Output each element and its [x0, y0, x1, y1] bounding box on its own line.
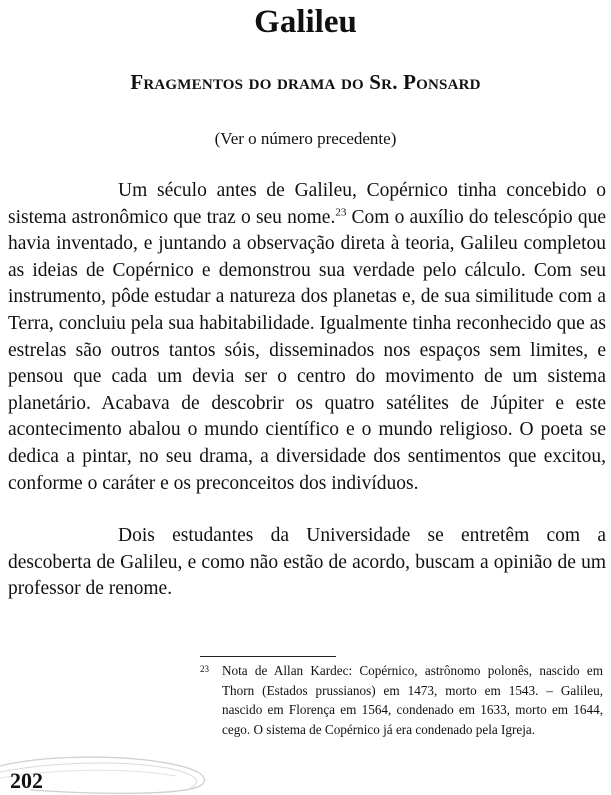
chapter-subtitle: Fragmentos do drama do Sr. Ponsard: [130, 70, 481, 94]
page-number: 202: [10, 768, 43, 793]
footnote-separator: [200, 656, 336, 657]
footnote-text: Nota de Allan Kardec: Copérnico, astrônomo polonês, nascido em Thorn (Estados prussianos) em 1473, morto em 1543. – Galileu, nascido em Florença em 1564, condenado em 1633, morto em 1644, cego. O sistema de Copérnico já era condenado pela Igreja.: [222, 663, 603, 737]
footnote-marker[interactable]: 23: [335, 206, 347, 219]
reference-note: (Ver o número precedente): [214, 129, 397, 148]
paragraph-1-part-2: Com o auxílio do telescópio que havia inventado, e juntando a observação direta à teoria, Galileu completou as ideias de Copérnico e demonstrou sua verdade pelo cálculo. Com seu instrumento, pôde estudar a natureza dos planetas e, de sua similitude com a Terra, concluiu pela sua habitabilidade. Igualmente tinha reconhecido que as estrelas são outros tantos sóis, disseminados nos espaços sem limites, e pensou que cada um devia ser o centro do movimento de um sistema planetário. Acabava de descobrir os quatro satélites de Júpiter e este acontecimento abalou o mundo científico e o mundo religioso. O poeta se dedica a pintar, no seu drama, a diversidade dos sentimentos que excitou, conforme o caráter e os preconceitos dos indivíduos.: [8, 206, 606, 494]
main-text: [8, 178, 606, 603]
footnote-number: 23: [200, 664, 209, 674]
footnote: [200, 661, 606, 739]
paragraph-2: Dois estudantes da Universidade se entretêm com a descoberta de Galileu, e como não estão de acordo, buscam a opinião de um professor de renome.: [8, 525, 606, 600]
page-title: Galileu: [254, 4, 357, 40]
paragraph-1-part-1: Um século antes de Galileu, Copérnico tinha concebido o sistema astronômico que traz o seu nome.: [8, 180, 606, 228]
paragraph-1: [8, 178, 606, 497]
